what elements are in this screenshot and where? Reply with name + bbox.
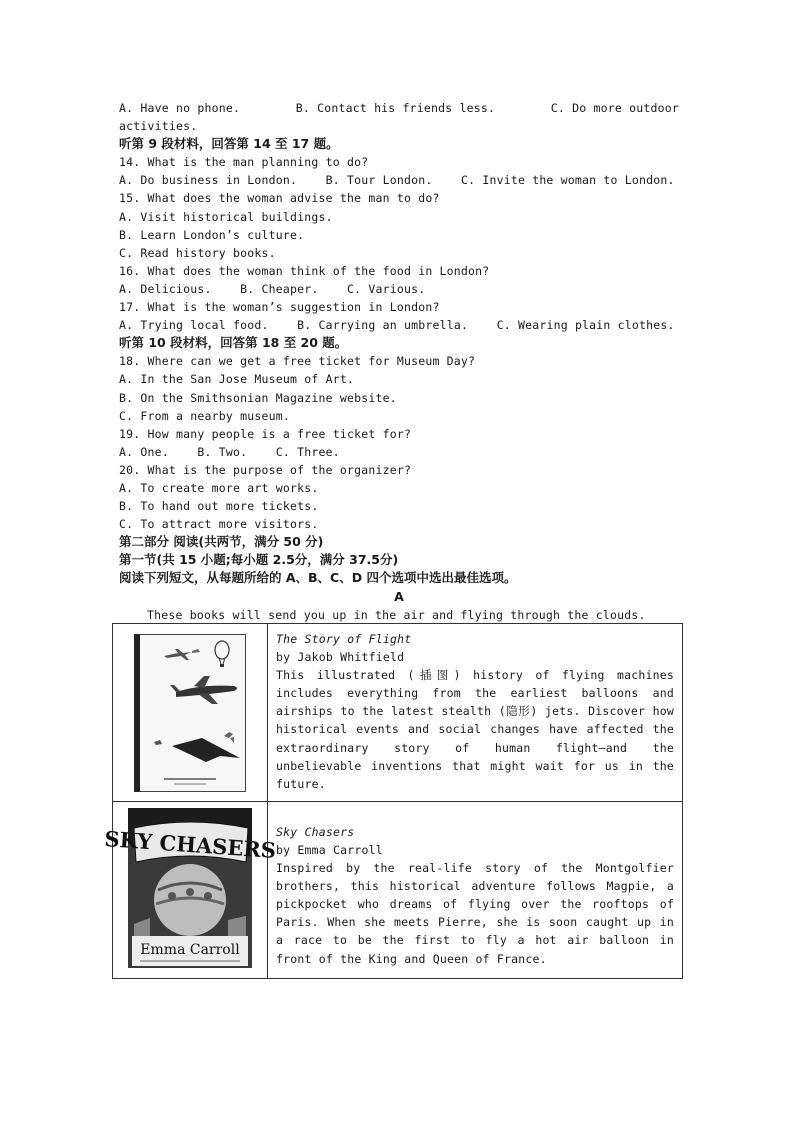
q16-question: 16. What does the woman think of the food in London? [119, 263, 490, 278]
sky-chasers-book-cover-icon [103, 808, 277, 968]
q20-option-b: B. To hand out more tickets. [119, 499, 319, 514]
part-2-section-1-heading: 第一节(共 15 小题;每小题 2.5分，满分 37.5分) [119, 552, 399, 568]
q18-option-b: B. On the Smithsonian Magazine website. [119, 390, 397, 405]
q14-options [119, 171, 679, 189]
q17-options [119, 316, 679, 334]
q19-option-a: A. One. [119, 444, 169, 459]
q13-option-c: C. Do more outdoor [550, 101, 679, 115]
q17-option-c: C. Wearing plain clothes. [496, 318, 675, 333]
book-title: Sky Chasers [276, 824, 355, 839]
book-cover-cell [103, 801, 277, 978]
books-table [103, 623, 683, 979]
q18-option-c: C. From a nearby museum. [119, 408, 290, 423]
book-cover-cell [113, 624, 268, 802]
book-author: by Jakob Whitfield [276, 650, 405, 665]
book-info-cell [268, 801, 683, 978]
q13-options [119, 99, 679, 117]
reading-instruction: 阅读下列短文，从每题所给的 A、B、C、D 四个选项中选出最佳选项。 [119, 570, 517, 586]
q16-option-a: A. Delicious. [119, 281, 212, 296]
book-description: This illustrated (插图) history of flying machines includes everything from the earliest balloons and airships to the latest stealth (隐形) jets. Discover how historical events and social changes have affected the extraordinary story of human flight—and the unbelievable inventions that might wait for us in the future. [276, 668, 674, 791]
passage-intro: These books will send you up in the air and flying through the clouds. [147, 607, 646, 622]
q20-option-c: C. To attract more visitors. [119, 517, 319, 532]
section-9-heading: 听第 9 段材料，回答第 14 至 17 题。 [119, 136, 339, 152]
q17-question: 17. What is the woman’s suggestion in London? [119, 300, 440, 315]
q14-question: 14. What is the man planning to do? [119, 155, 369, 170]
book-title: The Story of Flight [276, 632, 412, 646]
svg-text:Emma Carroll: Emma Carroll [140, 941, 240, 958]
q19-question: 19. How many people is a free ticket for? [119, 426, 412, 441]
q16-options [119, 280, 679, 298]
q19-options [119, 443, 679, 461]
flight-book-cover-icon [134, 634, 246, 792]
q20-question: 20. What is the purpose of the organizer? [119, 462, 412, 477]
q16-option-b: B. Cheaper. [240, 281, 319, 296]
q14-option-a: A. Do business in London. [119, 173, 298, 188]
part-2-heading: 第二部分 阅读(共两节，满分 50 分) [119, 534, 324, 550]
q20-option-a: A. To create more art works. [119, 480, 319, 495]
passage-label: A [394, 588, 404, 604]
q19-option-b: B. Two. [197, 444, 248, 459]
book-description: Inspired by the real-life story of the Montgolfier brothers, this historical adventure follows Magpie, a pickpocket who dreams of flying over the rooftops of Paris. When she meets Pierre, she is soon caught up in a race to be the first to fly a hot air balloon in front of the King and Queen of France. [276, 861, 674, 966]
q19-option-c: C. Three. [275, 444, 340, 459]
q14-option-c: C. Invite the woman to London. [460, 173, 675, 188]
q13-option-b: B. Contact his friends less. [295, 101, 496, 115]
q18-question: 18. Where can we get a free ticket for Museum Day? [119, 354, 476, 369]
book-row [113, 624, 683, 802]
q15-option-b: B. Learn London’s culture. [119, 227, 305, 242]
q15-option-a: A. Visit historical buildings. [119, 209, 333, 224]
q17-option-b: B. Carrying an umbrella. [297, 318, 469, 333]
q13-option-a: A. Have no phone. [119, 101, 241, 115]
section-10-heading: 听第 10 段材料，回答第 18 至 20 题。 [119, 335, 348, 351]
q16-option-c: C. Various. [346, 281, 426, 296]
q14-option-b: B. Tour London. [325, 173, 433, 188]
book-row [113, 801, 683, 978]
book-author: by Emma Carroll [276, 842, 383, 857]
exam-page [119, 99, 679, 624]
q15-option-c: C. Read history books. [119, 245, 276, 260]
svg-text:SKY CHASERS: SKY CHASERS [103, 825, 277, 863]
book-info-cell [268, 624, 683, 802]
q18-option-a: A. In the San Jose Museum of Art. [119, 372, 355, 387]
q15-question: 15. What does the woman advise the man to do? [119, 191, 440, 206]
q13-option-c-continued: activities. [119, 119, 198, 134]
q17-option-a: A. Trying local food. [119, 318, 269, 333]
